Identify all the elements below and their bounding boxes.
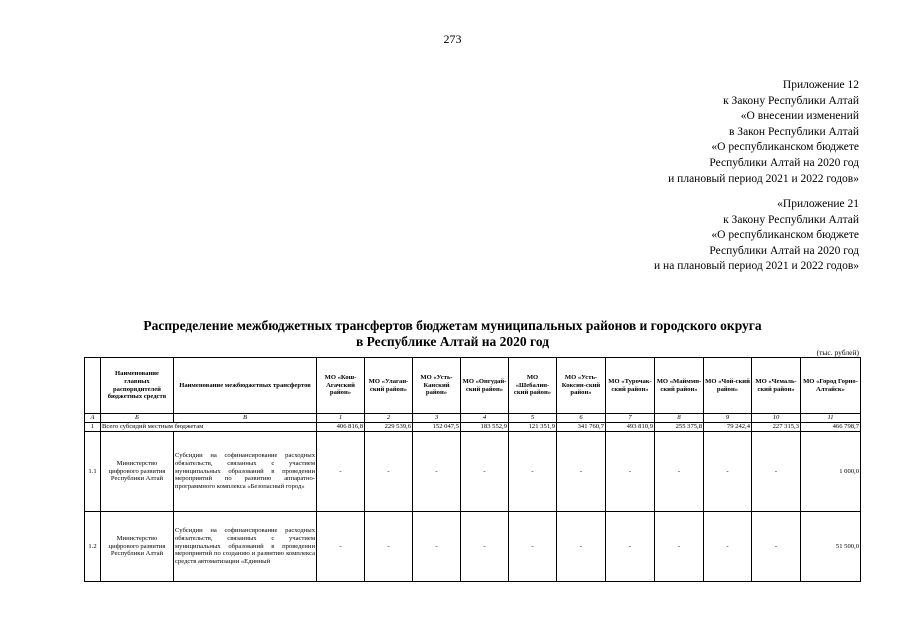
- index-cell: 2: [365, 414, 413, 423]
- appendix-line: Приложение 12: [782, 79, 859, 91]
- total-label: Всего субсидий местным бюджетам: [101, 423, 317, 432]
- units-label: (тыс. рублей): [816, 348, 859, 357]
- value-cell: -: [461, 512, 509, 582]
- index-cell: 10: [752, 414, 801, 423]
- value-cell: 51 500,0: [801, 512, 861, 582]
- appendix-line: к Закону Республики Алтай: [723, 94, 859, 107]
- value-cell: -: [413, 512, 461, 582]
- table-header-row: [85, 358, 861, 414]
- value-cell: 406 816,8: [317, 423, 365, 432]
- value-cell: 255 375,8: [655, 423, 704, 432]
- value-cell: -: [557, 432, 606, 512]
- value-cell: 121 351,9: [509, 423, 557, 432]
- value-cell: -: [509, 432, 557, 512]
- index-cell: 4: [461, 414, 509, 423]
- value-cell: -: [365, 512, 413, 582]
- index-cell: В: [174, 414, 317, 423]
- appendix-line: «Приложение 21: [777, 198, 859, 210]
- table-row: [85, 432, 861, 512]
- table-row-total: [85, 423, 861, 432]
- header-cell: МО «Чой-ский район»: [704, 358, 752, 414]
- index-cell: 5: [509, 414, 557, 423]
- value-cell: 466 798,7: [801, 423, 861, 432]
- value-cell: 227 315,3: [752, 423, 801, 432]
- appendix-line: и плановый период 2021 и 2022 годов»: [668, 172, 859, 185]
- appendix-21-block: [654, 197, 859, 275]
- title-line-2: в Республике Алтай на 2020 год: [355, 334, 550, 349]
- appendix-line: в Закон Республики Алтай: [729, 125, 859, 138]
- header-cell: МО «Шебалин-ский район»: [509, 358, 557, 414]
- column-index-row: [85, 414, 861, 423]
- index-cell: 8: [655, 414, 704, 423]
- appendix-line: Республики Алтай на 2020 год: [709, 244, 859, 257]
- value-cell: 341 760,7: [557, 423, 606, 432]
- index-cell: 9: [704, 414, 752, 423]
- value-cell: 152 047,5: [413, 423, 461, 432]
- value-cell: -: [413, 432, 461, 512]
- appendix-12-block: [668, 78, 859, 187]
- row-number: 1.2: [85, 512, 101, 582]
- transfer-description: Субсидии на софинансирование расходных обязательств, связанных с участием муниципальных образований в проведении мероприятий по развитию аппаратно-программного комплекса «Безопасный город»: [174, 432, 317, 512]
- index-cell: 1: [317, 414, 365, 423]
- header-cell: Наименование главных распорядителей бюджетных средств: [101, 358, 174, 414]
- value-cell: -: [606, 432, 655, 512]
- row-number: 1.1: [85, 432, 101, 512]
- value-cell: -: [704, 432, 752, 512]
- value-cell: -: [557, 512, 606, 582]
- value-cell: -: [317, 512, 365, 582]
- value-cell: -: [752, 512, 801, 582]
- header-cell: Наименование межбюджетных трансфертов: [174, 358, 317, 414]
- value-cell: 493 810,9: [606, 423, 655, 432]
- value-cell: -: [365, 432, 413, 512]
- header-cell-empty: [85, 358, 101, 414]
- header-cell: МО «Город Горно-Алтайск»: [801, 358, 861, 414]
- index-cell: 6: [557, 414, 606, 423]
- distributor-cell: Министерство цифрового развития Республики Алтай: [101, 512, 174, 582]
- header-cell: МО «Усть-Канский район»: [413, 358, 461, 414]
- document-title: [0, 318, 905, 350]
- value-cell: -: [752, 432, 801, 512]
- table-row: [85, 512, 861, 582]
- title-line-1: Распределение межбюджетных трансфертов бюджетам муниципальных районов и городского округа: [143, 318, 762, 333]
- header-cell: МО «Кош-Агачский район»: [317, 358, 365, 414]
- value-cell: 229 539,6: [365, 423, 413, 432]
- appendix-line: «О республиканском бюджете: [711, 229, 859, 242]
- value-cell: 183 552,9: [461, 423, 509, 432]
- value-cell: -: [461, 432, 509, 512]
- appendix-line: «О внесении изменений: [740, 110, 859, 123]
- header-cell: МО «Онгудай-ский район»: [461, 358, 509, 414]
- value-cell: -: [509, 512, 557, 582]
- value-cell: -: [606, 512, 655, 582]
- value-cell: 1 000,0: [801, 432, 861, 512]
- index-cell: Б: [101, 414, 174, 423]
- index-cell: А: [85, 414, 101, 423]
- row-number: 1: [85, 423, 101, 432]
- transfers-table: [84, 357, 861, 582]
- index-cell: 7: [606, 414, 655, 423]
- header-cell: МО «Усть-Коксин-ский район»: [557, 358, 606, 414]
- value-cell: -: [655, 512, 704, 582]
- distributor-cell: Министерство цифрового развития Республики Алтай: [101, 432, 174, 512]
- appendix-line: Республики Алтай на 2020 год: [709, 156, 859, 169]
- appendix-line: и на плановый период 2021 и 2022 годов»: [654, 260, 859, 273]
- transfer-description: Субсидии на софинансирование расходных обязательств, связанных с участием муниципальных образований в проведении мероприятий по созданию и развитию комплекса средств автоматизации «Единный: [174, 512, 317, 582]
- header-cell: МО «Чемаль-ский район»: [752, 358, 801, 414]
- value-cell: -: [704, 512, 752, 582]
- index-cell: 11: [801, 414, 861, 423]
- page-number: 273: [443, 32, 462, 46]
- appendix-line: «О республиканском бюджете: [711, 141, 859, 154]
- appendix-line: к Закону Республики Алтай: [723, 213, 859, 226]
- value-cell: -: [317, 432, 365, 512]
- header-cell: МО «Майммн-ский район»: [655, 358, 704, 414]
- value-cell: -: [655, 432, 704, 512]
- header-cell: МО «Турочак-ский район»: [606, 358, 655, 414]
- index-cell: 3: [413, 414, 461, 423]
- value-cell: 79 242,4: [704, 423, 752, 432]
- header-cell: МО «Улаган-ский район»: [365, 358, 413, 414]
